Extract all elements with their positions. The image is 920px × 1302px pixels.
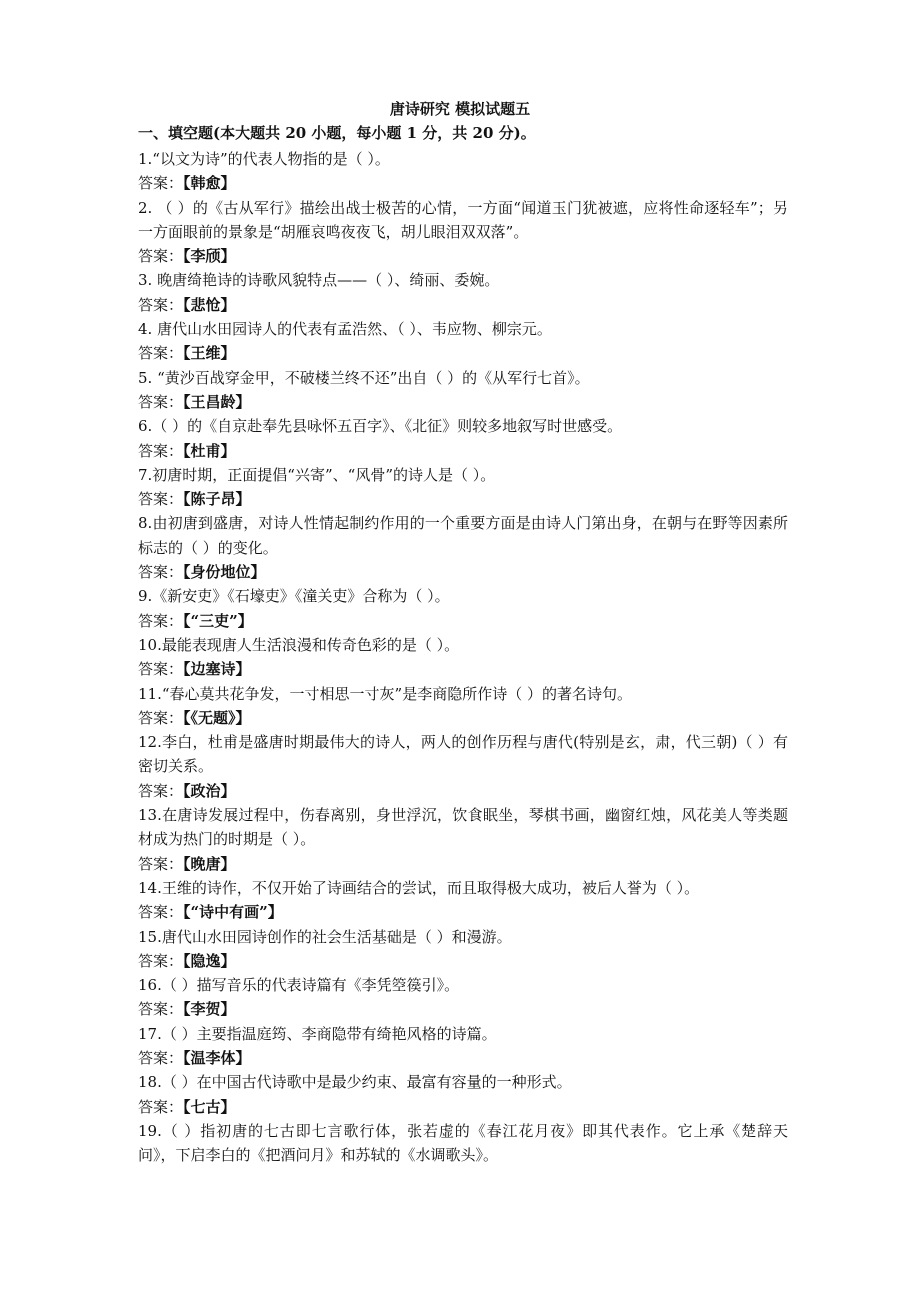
answer-14: [138, 900, 788, 924]
answer-label: 答案：: [138, 660, 184, 679]
answer-value: 【七古】: [183, 1097, 236, 1116]
answer-label: 答案：: [138, 611, 184, 630]
answer-label: 答案：: [138, 951, 184, 970]
answer-11: [138, 706, 788, 730]
question-11: 11.“春心莫共花争发，一寸相思一寸灰”是李商隐所作诗（ ）的著名诗句。: [138, 684, 632, 703]
question-5: 5. “黄沙百战穿金甲，不破楼兰终不还”出自（ ）的《从军行七首》。: [138, 368, 590, 387]
question-10: 10.最能表现唐人生活浪漫和传奇色彩的是（ ）。: [138, 635, 460, 654]
answer-16: [138, 997, 788, 1021]
answer-label: 答案：: [138, 781, 184, 800]
answer-label: 答案：: [138, 295, 184, 314]
question-8: 8.由初唐到盛唐，对诗人性情起制约作用的一个重要方面是由诗人门第出身，在朝与在野等因素所标志的（ ）的变化。: [138, 514, 788, 557]
answer-value: 【韩愈】: [183, 174, 236, 193]
answer-8: [138, 560, 788, 584]
answer-value: 【陈子昂】: [183, 490, 251, 509]
answer-value: 【政治】: [183, 781, 236, 800]
answer-label: 答案：: [138, 392, 184, 411]
answer-6: [138, 439, 788, 463]
question-1: 1.“以文为诗”的代表人物指的是（ ）。: [138, 150, 390, 168]
answer-value: 【《无题》】: [183, 708, 251, 727]
answer-label: 答案：: [138, 490, 184, 509]
answer-12: [138, 779, 788, 803]
answer-label: 答案：: [138, 1097, 184, 1116]
question-13: 13.在唐诗发展过程中，伤春离别，身世浮沉，饮食眠坐，琴棋书画，幽窗红烛，风花美人等类题材成为热门的时期是（ ）。: [138, 806, 788, 849]
answer-value: 【杜甫】: [183, 441, 236, 460]
answer-label: 答案：: [138, 903, 184, 922]
answer-5: [138, 390, 788, 414]
answer-value: 【晚唐】: [183, 854, 236, 873]
answer-value: 【“三吏”】: [183, 611, 253, 630]
question-17: 17.（ ）主要指温庭筠、李商隐带有绮艳风格的诗篇。: [138, 1024, 497, 1043]
answer-value: 【悲怆】: [183, 295, 236, 314]
answer-label: 答案：: [138, 708, 184, 727]
page-title: 唐诗研究 模拟试题五: [389, 100, 531, 118]
answer-value: 【李颀】: [183, 247, 236, 266]
section-heading: 一、填空题(本大题共 20 小题，每小题 1 分，共 20 分)。: [138, 124, 536, 142]
answer-label: 答案：: [138, 854, 184, 873]
answer-value: 【身份地位】: [183, 563, 266, 582]
answer-18: [138, 1095, 788, 1119]
question-3: 3. 晚唐绮艳诗的诗歌风貌特点——（ ）、绮丽、委婉。: [138, 271, 500, 290]
answer-10: [138, 657, 788, 681]
question-18: 18.（ ）在中国古代诗歌中是最少约束、最富有容量的一种形式。: [138, 1073, 572, 1092]
answer-value: 【边塞诗】: [183, 660, 251, 679]
answer-label: 答案：: [138, 1048, 184, 1067]
answer-7: [138, 487, 788, 511]
question-14: 14.王维的诗作，不仅开始了诗画结合的尝试，而且取得极大成功，被后人誉为（ ）。: [138, 878, 700, 897]
question-16: 16.（ ）描写音乐的代表诗篇有《李凭箜篌引》。: [138, 976, 460, 995]
answer-9: [138, 609, 788, 633]
answer-label: 答案：: [138, 441, 184, 460]
question-4: 4. 唐代山水田园诗人的代表有孟浩然、（ ）、韦应物、柳宗元。: [138, 320, 552, 339]
answer-15: [138, 949, 788, 973]
answer-17: [138, 1046, 788, 1070]
question-6: 6.（ ）的《自京赴奉先县咏怀五百字》、《北征》则较多地叙写时世感受。: [138, 417, 623, 436]
answer-value: 【李贺】: [183, 1000, 236, 1019]
question-12: 12.李白，杜甫是盛唐时期最伟大的诗人，两人的创作历程与唐代(特别是玄，肃，代三朝)（ ）有密切关系。: [138, 733, 788, 776]
question-19: 19.（ ）指初唐的七古即七言歌行体，张若虚的《春江花月夜》即其代表作。它上承《楚辞天问》，下启李白的《把酒问月》和苏轼的《水调歌头》。: [138, 1121, 788, 1165]
answer-value: 【“诗中有画”】: [183, 903, 283, 922]
question-9: 9.《新安吏》《石壕吏》《潼关吏》合称为（ ）。: [138, 587, 450, 606]
answer-3: [138, 293, 788, 317]
answer-value: 【王维】: [183, 344, 236, 363]
answer-label: 答案：: [138, 247, 184, 266]
answer-label: 答案：: [138, 563, 184, 582]
answer-4: [138, 341, 788, 365]
answer-value: 【王昌龄】: [183, 392, 251, 411]
answer-label: 答案：: [138, 174, 184, 193]
answer-value: 【温李体】: [183, 1048, 251, 1067]
question-15: 15.唐代山水田园诗创作的社会生活基础是（ ）和漫游。: [138, 927, 512, 946]
answer-label: 答案：: [138, 344, 184, 363]
answer-value: 【隐逸】: [183, 951, 236, 970]
answer-13: [138, 852, 788, 876]
question-7: 7.初唐时期，正面提倡“兴寄”、“风骨”的诗人是（ ）。: [138, 465, 496, 484]
question-list: [138, 147, 788, 1167]
question-2: 2. （ ）的《古从军行》描绘出战士极苦的心情，一方面“闻道玉门犹被遮，应将性命逐轻车”；另一方面眼前的景象是“胡雁哀鸣夜夜飞，胡儿眼泪双双落”。: [138, 198, 788, 241]
answer-label: 答案：: [138, 1000, 184, 1019]
answer-1: [138, 171, 788, 195]
answer-2: [138, 244, 788, 268]
